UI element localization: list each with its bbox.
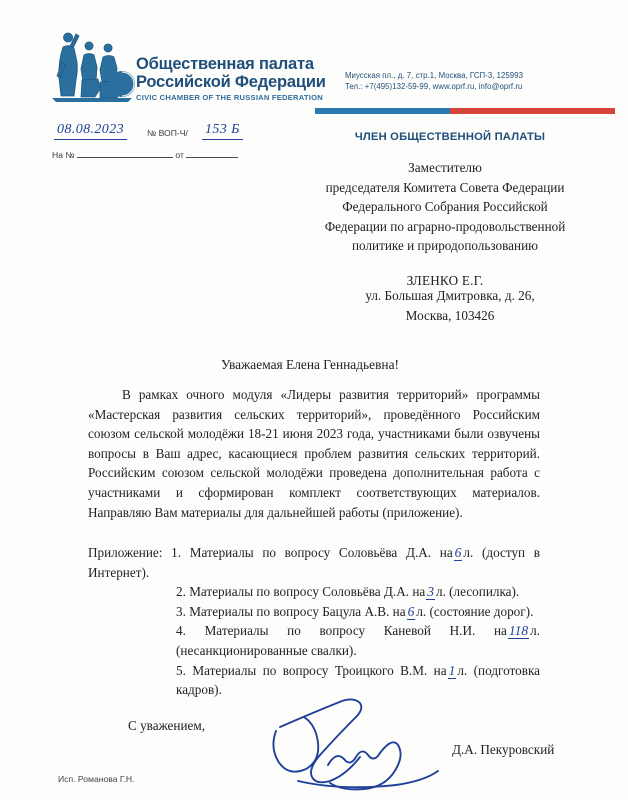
attachment-4-text-after: л. (несанкционированные свалки). bbox=[176, 623, 540, 658]
body-paragraph: В рамках очного модуля «Лидеры развития территорий» программы «Мастерская развития сельских территорий», проведённого Российским союзом сельской молодёжи 18-21 июня 2023 года, участниками были озвучены вопросы в Ваш адрес, касающиеся проблем развития сельских территорий. Российским союзом сельской молодёжи проведена дополнительная работа с участниками и сформирован комплект соответствующих материалов. Направляю Вам материалы для дальнейшей работы (приложение). bbox=[88, 387, 540, 520]
tricolor-divider bbox=[315, 108, 615, 114]
attachment-2-pages-handwritten: 3 bbox=[427, 584, 434, 600]
attachment-2-number: 2. bbox=[176, 584, 186, 600]
attachment-2-text-before: Материалы по вопросу Соловьёва Д.А. на bbox=[189, 584, 426, 600]
addressee-line-1: Заместителю bbox=[408, 160, 482, 175]
salutation: Уважаемая Елена Геннадьевна! bbox=[221, 357, 399, 372]
attachment-item-3 bbox=[88, 602, 540, 622]
postal-address-line-1: ул. Большая Дмитровка, д. 26, bbox=[365, 288, 535, 303]
attachment-1-text-before: Материалы по вопросу Соловьёва Д.А. на bbox=[189, 545, 453, 560]
org-title-line2: Российской Федерации bbox=[136, 73, 326, 91]
attachments-list bbox=[88, 543, 540, 582]
attachment-5-number: 5. bbox=[176, 662, 186, 678]
attachment-4-pages-handwritten: 118 bbox=[508, 623, 529, 639]
addressee-line-3: Федерального Собрания Российской bbox=[342, 199, 548, 214]
attachment-item-4 bbox=[88, 621, 540, 660]
addressee-postal-address bbox=[290, 286, 610, 325]
signer-name: Д.А. Пекуровский bbox=[452, 742, 555, 757]
registration-date-handwritten: 08.08.2023 bbox=[54, 122, 127, 140]
contact-address: Миусская пл., д. 7, стр.1, Москва, ГСП-3, 125993 bbox=[345, 71, 523, 80]
addressee-line-4: Федерации по аграрно-продовольственной bbox=[324, 218, 566, 234]
executor-note: Исп. Романова Г.Н. bbox=[58, 774, 135, 784]
attachment-5-pages-handwritten: 1 bbox=[448, 662, 456, 678]
postal-address-line-2: Москва, 103426 bbox=[405, 307, 495, 323]
org-title-english: CIVIC CHAMBER OF THE RUSSIAN FEDERATION bbox=[136, 93, 323, 102]
registration-stamp bbox=[50, 122, 280, 160]
attachment-1-pages-handwritten: 6 bbox=[454, 545, 462, 560]
tricolor-blue-segment bbox=[315, 108, 450, 114]
letterhead bbox=[0, 0, 628, 118]
addressee-line-5: политике и природопользованию bbox=[351, 238, 538, 253]
closing-phrase: С уважением, bbox=[128, 718, 205, 733]
attachment-2-text-after: л. (лесопилка). bbox=[435, 584, 520, 600]
incoming-date-blank bbox=[186, 157, 238, 158]
registration-date-row bbox=[50, 122, 280, 144]
member-title: ЧЛЕН ОБЩЕСТВЕННОЙ ПАЛАТЫ bbox=[354, 131, 546, 143]
incoming-number-blank bbox=[77, 157, 173, 158]
attachment-3-text-before: Материалы по вопросу Бацула А.В. на bbox=[189, 603, 406, 619]
registration-number-label: № ВОП-Ч/ bbox=[147, 128, 188, 138]
addressee-line-2: председателя Комитета Совета Федерации bbox=[325, 179, 565, 195]
addressee-block bbox=[275, 158, 615, 290]
civic-chamber-emblem-icon bbox=[48, 28, 136, 104]
organization-title bbox=[136, 55, 346, 103]
attachment-5-text-before: Материалы по вопросу Троицкого В.М. на bbox=[192, 662, 447, 678]
attachment-1-text-after: л. (доступ в Интернет). bbox=[88, 545, 541, 580]
attachments-label: Приложение: bbox=[88, 545, 163, 560]
attachment-item-5 bbox=[88, 661, 540, 700]
attachment-1-number: 1. bbox=[171, 545, 182, 560]
addressee-name: ЗЛЕНКО Е.Г. bbox=[406, 272, 484, 288]
handwritten-signature-icon bbox=[268, 695, 458, 795]
attachment-3-pages-handwritten: 6 bbox=[407, 603, 415, 619]
attachment-4-text-before: Материалы по вопросу Каневой Н.И. на bbox=[204, 623, 507, 639]
registration-number-handwritten: 153 Б bbox=[202, 122, 243, 140]
attachment-3-text-after: л. (состояние дорог). bbox=[416, 603, 534, 619]
contact-phone-web: Тел.: +7(495)132-59-99, www.oprf.ru, info@oprf.ru bbox=[345, 82, 523, 92]
attachment-4-number: 4. bbox=[176, 623, 186, 639]
contact-details bbox=[345, 70, 620, 92]
attachment-item-2 bbox=[88, 582, 540, 602]
incoming-date-label: от bbox=[175, 150, 184, 160]
tricolor-red-segment bbox=[450, 108, 615, 114]
attachment-5-text-after: л. (подготовка кадров). bbox=[176, 662, 541, 698]
incoming-number-label: На № bbox=[52, 150, 75, 160]
org-title-line1: Общественная палата bbox=[136, 55, 314, 73]
incoming-reference-row bbox=[52, 150, 238, 160]
attachments-block bbox=[88, 543, 540, 700]
attachment-3-number: 3. bbox=[176, 603, 186, 619]
